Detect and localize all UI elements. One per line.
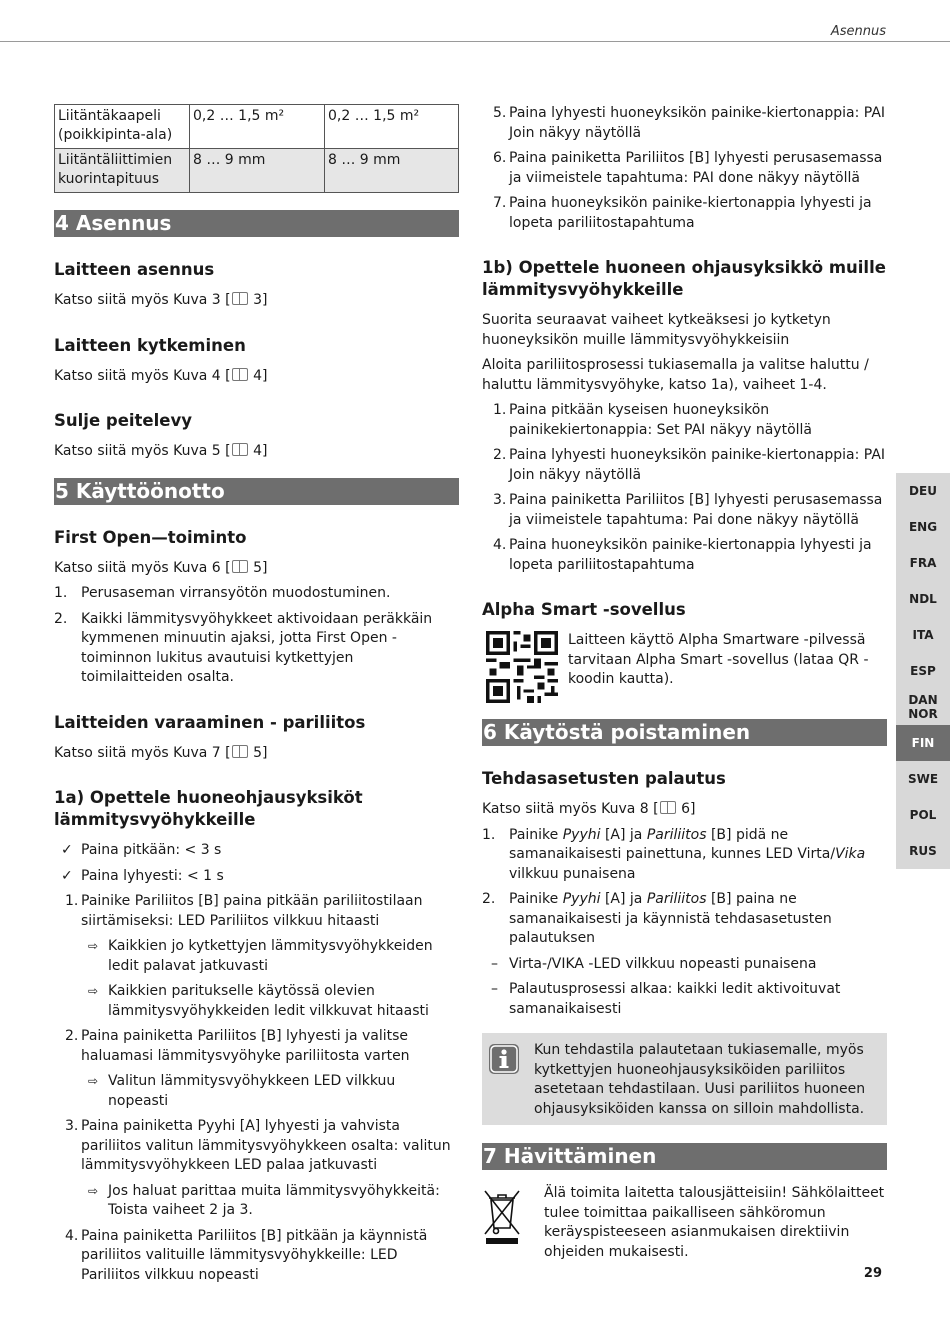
list-item [54, 841, 459, 861]
disposal-text: Älä toimita laitetta talousjätteisiin! Sähkölaitteet tulee toimittaa paikalliseen sähköromun keräyspisteeseen asianmukaisen direktiivin ohjeiden mukaisesti. [544, 1185, 885, 1260]
reference-text: Katso siitä myös Kuva 6 [ [54, 559, 231, 576]
list-item [482, 826, 887, 885]
text-run: [A] ja [600, 826, 647, 843]
table-cell: Liitäntäliittimien kuorintapituus [55, 149, 190, 193]
list-text: Valitun lämmitysvyöhykkeen LED vilkkuu nopeasti [108, 1073, 396, 1109]
section-heading-kaytosta-poistaminen: 6 Käytöstä poistaminen [482, 719, 887, 746]
subheading-1a: 1a) Opettele huoneohjausyksiköt lämmitysvyöhykkeille [54, 788, 363, 829]
list-text: Paina painiketta Pyyhi [A] lyhyesti ja vahvista pariliitos valitun lämmitysvyöhykkeen osalta: valitun lämmitysvyöhykkeen LED palaa jatkuvasti [81, 1118, 451, 1173]
text-run: [A] ja [600, 891, 647, 907]
paragraph: Suorita seuraavat vaiheet kytkeäksesi jo kytketyn huoneyksikön muille lämmitysvyöhykkeisiin [482, 312, 831, 348]
table-row [55, 149, 459, 193]
list-item [482, 491, 887, 530]
language-tab-ndl[interactable] [896, 581, 950, 617]
list-text: Kaikkien paritukselle käytössä olevien lämmitysvyöhykkeiden ledit vilkkuvat hitaasti [108, 983, 429, 1019]
subheading-connect: Laitteen kytkeminen [54, 335, 246, 355]
reference-text: Katso siitä myös Kuva 4 [ [54, 367, 231, 384]
language-tab-esp[interactable] [896, 653, 950, 689]
result-arrow-icon: ⇨ [88, 1183, 99, 1198]
section-heading-asennus: 4 Asennus [54, 210, 459, 237]
left-column [54, 104, 459, 1291]
list-number: 3. [65, 1118, 79, 1134]
list-item [54, 1117, 459, 1176]
reference-page: 4] [248, 443, 268, 459]
text-run: Pyyhi [562, 891, 601, 907]
list-item [482, 890, 887, 949]
dash-icon: – [491, 981, 498, 997]
list-number: 3. [493, 492, 507, 508]
reference-page: 5] [248, 559, 268, 576]
list-item [54, 1227, 459, 1286]
list-text: Paina lyhyesti huoneyksikön painike-kiertonappia: PAI Join näkyy näytöllä [509, 105, 886, 141]
info-note [482, 1033, 887, 1125]
list-item [482, 401, 887, 440]
info-note-text: Kun tehdastila palautetaan tukiasemalle, myös kytkettyjen huoneohjausyksiköiden pariliitos asetetaan tehdastilaan. Uusi pariliitos huoneen ohjausyksiköiden kanssa on silloin mahdollista. [534, 1042, 866, 1117]
list-text: Paina painiketta Pariliitos [B] lyhyesti perusasemassa ja viimeistele tapahtuma: PAI done näkyy näytöllä [509, 150, 883, 186]
right-column [482, 104, 887, 1262]
list-number: 6. [493, 150, 507, 166]
list-text: Paina painiketta Pariliitos [B] pitkään ja käynnistä pariliitos valituille lämmitysvyöhykkeille: LED Pariliitos vilkkuu nopeasti [81, 1227, 428, 1283]
subheading-app: Alpha Smart -sovellus [482, 600, 686, 619]
paragraph: Aloita pariliitosprosessi tukiasemalla ja valitse haluttu / haluttu lämmitysvyöhyke, katso 1a), vaiheet 1-4. [482, 357, 869, 393]
reference-cover [54, 442, 459, 462]
tab-label: ESP [910, 664, 936, 678]
text-run: vilkkuu punaisena [509, 865, 636, 882]
language-tab-ita[interactable] [896, 617, 950, 653]
list-text: Perusaseman virransyötön muodostuminen. [81, 585, 391, 601]
subheading-1b: 1b) Opettele huoneen ohjausyksikkö muille lämmitysvyöhykkeille [482, 258, 886, 299]
language-tab-pol[interactable] [896, 797, 950, 833]
tab-label: DAN NOR [908, 693, 938, 721]
language-tab-swe[interactable] [896, 761, 950, 797]
list-text [509, 826, 887, 885]
list-item [482, 446, 887, 485]
reference-page: 4] [248, 367, 268, 384]
list-text: Painike Pariliitos [B] paina pitkään pariliitostilaan siirtämiseksi: LED Pariliitos vilkkuu hitaasti [81, 893, 423, 929]
book-icon [232, 368, 248, 381]
list-text: Paina painiketta Pariliitos [B] lyhyesti ja valitse haluamasi lämmitysvyöhyke pariliitosta varten [81, 1028, 410, 1064]
list-text: Virta-/VIKA -LED vilkkuu nopeasti punaisena [509, 955, 817, 972]
subheading-pairing: Laitteiden varaaminen - pariliitos [54, 712, 366, 732]
text-run: Pariliitos [646, 826, 707, 843]
list-item [482, 104, 887, 143]
language-tabs [896, 473, 950, 869]
reference-page: 6] [676, 801, 696, 817]
disposal-row [482, 1184, 887, 1262]
result-arrow-icon: ⇨ [88, 1074, 99, 1088]
text-run: Vika [835, 846, 866, 862]
table-cell: Liitäntäkaapeli (poikkipinta-ala) [55, 105, 190, 149]
list-number: 5. [493, 105, 507, 121]
list-text: Jos haluat parittaa muita lämmitysvyöhykkeitä: Toista vaiheet 2 ja 3. [108, 1182, 440, 1218]
tab-label: SWE [907, 772, 939, 786]
reference-text: Katso siitä myös Kuva 5 [ [54, 443, 231, 459]
list-number: 2. [482, 891, 496, 907]
header-rule [0, 41, 950, 42]
tab-label: DEU [909, 484, 937, 498]
list-text: Paina lyhyesti huoneyksikön painike-kiertonappia: PAI Join näkyy näytöllä [509, 447, 886, 483]
subheading-cover: Sulje peitelevy [54, 411, 192, 430]
reference-text: Katso siitä myös Kuva 8 [ [482, 801, 659, 817]
reference-mount [54, 291, 459, 311]
section-heading-havittaminen: 7 Hävittäminen [482, 1143, 887, 1170]
list-text: Paina lyhyesti: < 1 s [81, 867, 224, 884]
reference-connect [54, 367, 459, 387]
language-tab-deu[interactable] [896, 473, 950, 509]
book-icon [232, 292, 248, 305]
list-number: 1. [482, 826, 496, 843]
table-cell: 8 … 9 mm [325, 149, 459, 193]
text-run: Painike [509, 826, 563, 843]
list-item [54, 584, 459, 604]
list-item [482, 536, 887, 575]
result-arrow-icon: ⇨ [88, 984, 99, 998]
list-item [482, 149, 887, 188]
list-text: Paina pitkään: < 3 s [81, 842, 222, 858]
weee-bin-icon [482, 1186, 522, 1246]
list-item [54, 892, 459, 931]
check-icon: ✓ [61, 842, 73, 858]
language-tab-fra[interactable] [896, 545, 950, 581]
tab-label: FIN [911, 736, 935, 750]
reference-text: Katso siitä myös Kuva 3 [ [54, 292, 231, 308]
text-run: [B] pidä ne samanaikaisesti painettuna, kunnes LED Virta/ [509, 826, 836, 862]
list-number: 7. [493, 195, 507, 211]
result-arrow-icon: ⇨ [88, 939, 99, 953]
list-item [54, 982, 459, 1021]
list-text: Paina huoneyksikön painike-kiertonappia lyhyesti ja lopeta pariliitostapahtuma [509, 537, 872, 573]
list-number: 1. [54, 585, 68, 601]
list-text: Paina huoneyksikön painike-kiertonappia lyhyesti ja lopeta pariliitostapahtuma [509, 195, 872, 231]
reference-reset [482, 800, 887, 820]
spec-table [54, 104, 459, 193]
section-heading-kayttoonotto: 5 Käyttöönotto [54, 478, 459, 505]
language-tab-rus[interactable] [896, 833, 950, 869]
subheading-mount: Laitteen asennus [54, 260, 215, 279]
tab-label: NDL [909, 592, 937, 606]
text-run: [B] paina ne samanaikaisesti ja käynnistä tehdasasetusten palautuksen [509, 891, 832, 946]
table-cell: 0,2 … 1,5 m² [190, 105, 325, 149]
reference-page: 5] [248, 744, 268, 761]
table-cell: 8 … 9 mm [190, 149, 325, 193]
list-item [54, 1027, 459, 1066]
list-item [54, 867, 459, 887]
list-number: 2. [493, 447, 507, 463]
list-text [509, 890, 887, 949]
list-number: 1. [493, 402, 507, 418]
tab-label: ITA [912, 628, 934, 642]
list-text: Kaikki lämmitysvyöhykkeet aktivoidaan peräkkäin kymmenen minuutin ajaksi, jotta First Open -toiminnon lukitus avautuisi kytkettyjen toimilaitteiden osalta. [81, 610, 433, 685]
info-icon [488, 1043, 520, 1075]
list-number: 4. [493, 537, 507, 553]
reference-pairing [54, 744, 459, 764]
tab-label: RUS [909, 844, 937, 858]
list-text: Palautusprosessi alkaa: kaikki ledit aktivoituvat samanaikaisesti [509, 981, 841, 1017]
reference-text: Katso siitä myös Kuva 7 [ [54, 744, 231, 761]
list-text: Kaikkien jo kytkettyjen lämmitysvyöhykkeiden ledit palavat jatkuvasti [108, 938, 433, 974]
reference-page: 3] [248, 292, 268, 308]
app-row [482, 631, 887, 703]
list-number: 1. [65, 893, 79, 909]
book-icon [232, 560, 248, 573]
language-tab-eng[interactable] [896, 509, 950, 545]
language-tab-fin[interactable] [896, 725, 950, 761]
reference-first-open [54, 559, 459, 579]
tab-label: POL [909, 808, 937, 822]
table-row [55, 105, 459, 149]
list-number: 4. [65, 1227, 79, 1244]
list-text: Paina painiketta Pariliitos [B] lyhyesti perusasemassa ja viimeistele tapahtuma: Pai done näkyy näytöllä [509, 492, 883, 528]
list-item [482, 980, 887, 1019]
text-run: Pariliitos [646, 891, 707, 907]
table-cell: 0,2 … 1,5 m² [325, 105, 459, 149]
tab-label: FRA [909, 556, 937, 570]
check-icon: ✓ [61, 867, 73, 884]
book-icon [232, 443, 248, 456]
qr-code-icon [486, 631, 558, 703]
book-icon [232, 745, 248, 758]
list-text: Paina pitkään kyseisen huoneyksikön painikekiertonappia: Set PAI näkyy näytöllä [509, 402, 812, 438]
subheading-first-open: First Open—toiminto [54, 527, 247, 547]
tab-label: ENG [908, 520, 938, 534]
list-number: 2. [65, 1028, 79, 1044]
dash-icon: – [491, 955, 498, 972]
subheading-reset: Tehdasasetusten palautus [482, 769, 726, 788]
language-tab-dan-nor[interactable] [896, 689, 950, 725]
list-item [482, 194, 887, 233]
book-icon [660, 801, 676, 814]
list-item [54, 1182, 459, 1221]
header-title: Asennus [830, 24, 886, 39]
list-item [54, 937, 459, 976]
list-number: 2. [54, 610, 68, 627]
text-run: Painike [509, 891, 563, 907]
text-run: Pyyhi [562, 826, 601, 843]
app-description: Laitteen käyttö Alpha Smartware -pilvessä tarvitaan Alpha Smart -sovellus (lataa QR -koodin kautta). [568, 632, 869, 687]
list-item [54, 1072, 459, 1111]
page-number: 29 [863, 1266, 882, 1281]
list-item [482, 955, 887, 975]
list-item [54, 610, 459, 688]
